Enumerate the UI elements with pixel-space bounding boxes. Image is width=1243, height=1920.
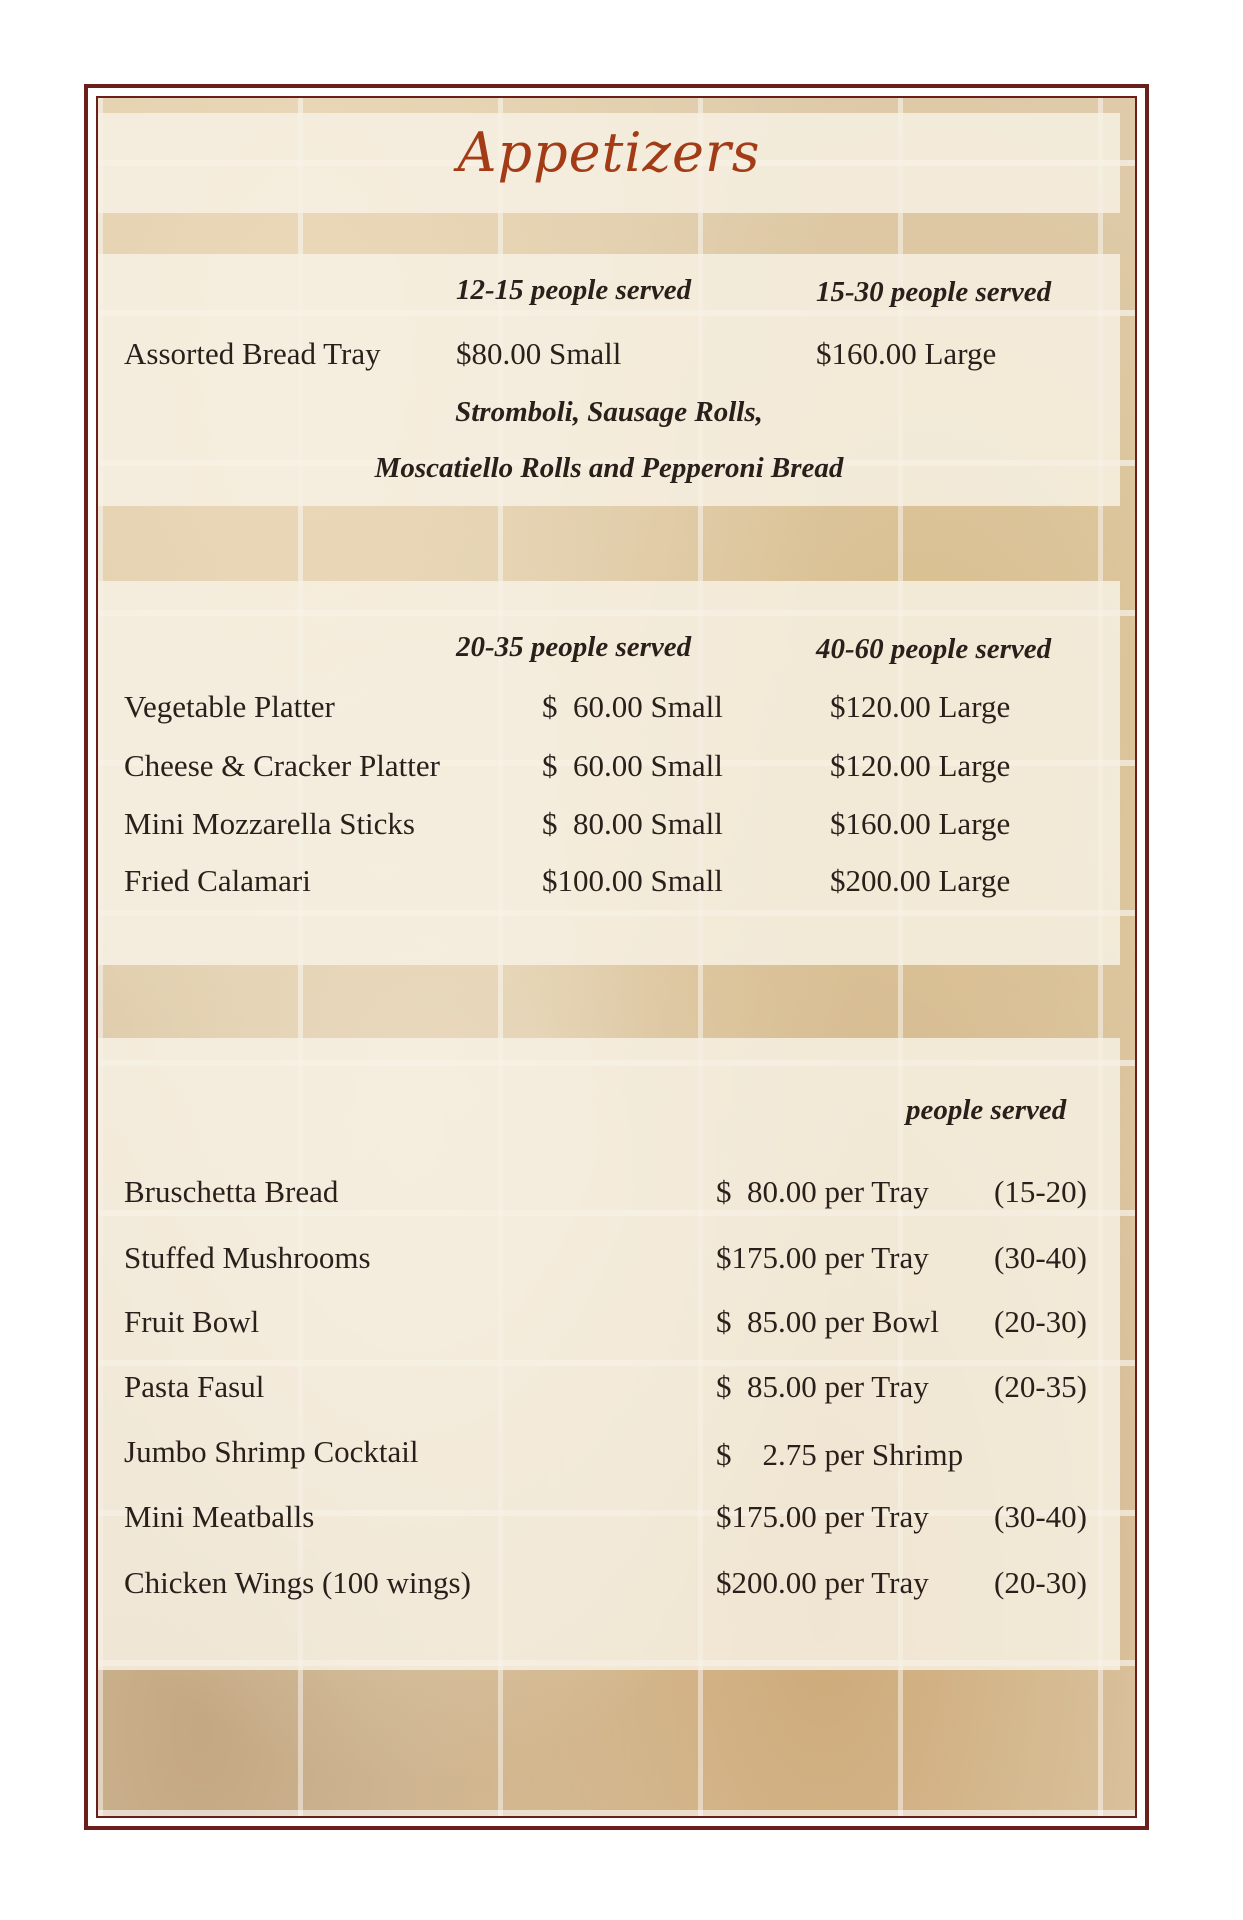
header-small-serving: 20-35 people served <box>456 631 692 663</box>
item-name: Chicken Wings (100 wings) <box>124 1565 471 1600</box>
price-large: $120.00 Large <box>830 748 1011 783</box>
people-served: (15-20) <box>994 1174 1087 1209</box>
price-small: $ 80.00 Small <box>542 806 723 841</box>
price: $200.00 per Tray <box>716 1565 929 1600</box>
price: $ 80.00 per Tray <box>716 1174 929 1209</box>
people-served: (30-40) <box>994 1499 1087 1534</box>
price-large: $120.00 Large <box>830 689 1011 724</box>
people-served: (20-30) <box>994 1565 1087 1600</box>
price: $ 85.00 per Tray <box>716 1369 929 1404</box>
header-large-serving: 40-60 people served <box>816 633 1052 665</box>
trays-section <box>98 1038 1120 1670</box>
price: $ 85.00 per Bowl <box>716 1304 940 1339</box>
people-served: (20-35) <box>994 1369 1087 1404</box>
item-name: Jumbo Shrimp Cocktail <box>124 1434 419 1469</box>
price-large: $200.00 Large <box>830 863 1011 898</box>
title-panel <box>98 113 1120 213</box>
people-served: (20-30) <box>994 1304 1087 1339</box>
item-name: Fruit Bowl <box>124 1304 260 1339</box>
price-large: $160.00 Large <box>830 806 1011 841</box>
price-small: $80.00 Small <box>456 336 622 371</box>
price-small: $100.00 Small <box>542 863 723 898</box>
item-name: Pasta Fasul <box>124 1369 265 1404</box>
item-description-line-1: Stromboli, Sausage Rolls, <box>455 396 763 428</box>
price: $175.00 per Tray <box>716 1499 929 1534</box>
item-name: Mini Mozzarella Sticks <box>124 806 415 841</box>
item-name: Assorted Bread Tray <box>124 336 381 371</box>
item-description-line-2: Moscatiello Rolls and Pepperoni Bread <box>374 452 844 484</box>
header-large-serving: 15-30 people served <box>816 276 1052 308</box>
item-name: Vegetable Platter <box>124 689 335 724</box>
price-large: $160.00 Large <box>816 336 997 371</box>
header-people-served: people served <box>906 1094 1067 1126</box>
item-name: Mini Meatballs <box>124 1499 315 1534</box>
item-name: Cheese & Cracker Platter <box>124 748 440 783</box>
header-small-serving: 12-15 people served <box>456 274 692 306</box>
price-small: $ 60.00 Small <box>542 748 723 783</box>
platters-section <box>98 581 1120 965</box>
price: $175.00 per Tray <box>716 1240 929 1275</box>
price: $ 2.75 per Shrimp <box>716 1437 964 1472</box>
bread-tray-section <box>98 254 1120 506</box>
item-name: Stuffed Mushrooms <box>124 1240 371 1275</box>
price-small: $ 60.00 Small <box>542 689 723 724</box>
page-title: Appetizers <box>457 121 761 184</box>
item-name: Fried Calamari <box>124 863 311 898</box>
people-served: (30-40) <box>994 1240 1087 1275</box>
item-name: Bruschetta Bread <box>124 1174 339 1209</box>
